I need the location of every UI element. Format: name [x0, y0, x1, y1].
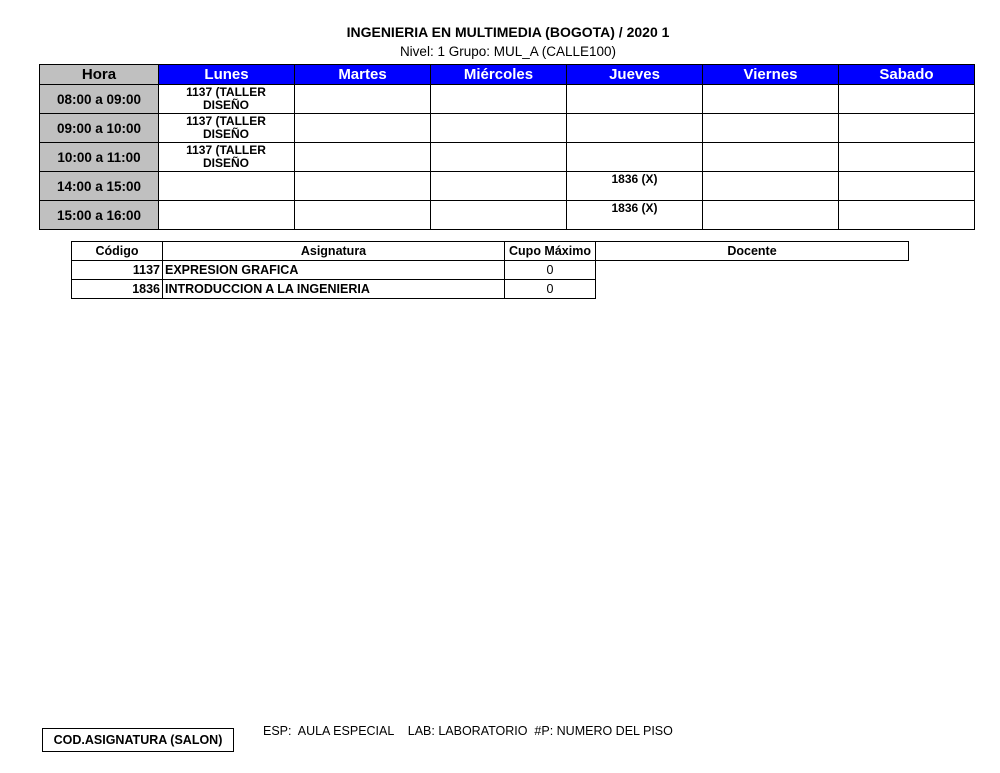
- schedule-cell: [295, 114, 431, 143]
- schedule-row: [40, 143, 975, 172]
- subject-row: [72, 280, 909, 299]
- schedule-cell: [567, 201, 703, 230]
- hour-cell: 08:00 a 09:00: [40, 85, 159, 114]
- day-header-miercoles: Miércoles: [431, 65, 567, 85]
- schedule-cell: [567, 85, 703, 114]
- schedule-cell: [567, 143, 703, 172]
- subject-cupo: 0: [505, 261, 596, 280]
- schedule-cell: [431, 172, 567, 201]
- schedule-cell: [295, 201, 431, 230]
- hour-column-header: Hora: [40, 65, 159, 85]
- subject-docente: [596, 280, 909, 299]
- subject-column-header: Asignatura: [163, 242, 505, 261]
- class-entry: 1137 (TALLER DISEÑO: [186, 85, 266, 112]
- subject-name: EXPRESION GRAFICA: [163, 261, 505, 280]
- schedule-cell: [159, 172, 295, 201]
- day-header-sabado: Sabado: [839, 65, 975, 85]
- schedule-cell: [431, 85, 567, 114]
- schedule-row: [40, 85, 975, 114]
- subject-row: [72, 261, 909, 280]
- subject-code: 1836: [72, 280, 163, 299]
- schedule-cell: [839, 143, 975, 172]
- hour-cell: 15:00 a 16:00: [40, 201, 159, 230]
- subject-code: 1137: [72, 261, 163, 280]
- schedule-row: [40, 201, 975, 230]
- page-title: INGENIERIA EN MULTIMEDIA (BOGOTA) / 2020 1: [346, 24, 670, 40]
- class-entry: 1836 (X): [611, 172, 658, 186]
- subject-docente: [596, 261, 909, 280]
- schedule-cell: [431, 114, 567, 143]
- schedule-cell: [839, 172, 975, 201]
- schedule-header-row: [40, 65, 975, 85]
- schedule-cell: [159, 85, 295, 114]
- schedule-cell: [295, 85, 431, 114]
- subjects-header-row: [72, 242, 909, 261]
- subject-name: INTRODUCCION A LA INGENIERIA: [163, 280, 505, 299]
- schedule-cell: [159, 201, 295, 230]
- legend-box: COD.ASIGNATURA (SALON): [42, 728, 234, 752]
- schedule-cell: [295, 172, 431, 201]
- schedule-cell: [295, 143, 431, 172]
- day-header-viernes: Viernes: [703, 65, 839, 85]
- subject-cupo: 0: [505, 280, 596, 299]
- page-subtitle: Nivel: 1 Grupo: MUL_A (CALLE100): [399, 44, 617, 59]
- schedule-cell: [703, 201, 839, 230]
- docente-column-header: Docente: [596, 242, 909, 261]
- day-header-jueves: Jueves: [567, 65, 703, 85]
- subjects-table: [71, 241, 909, 299]
- schedule-cell: [839, 85, 975, 114]
- day-header-lunes: Lunes: [159, 65, 295, 85]
- hour-cell: 09:00 a 10:00: [40, 114, 159, 143]
- schedule-row: [40, 114, 975, 143]
- schedule-cell: [567, 172, 703, 201]
- class-entry: 1137 (TALLER DISEÑO: [186, 143, 266, 170]
- schedule-cell: [431, 201, 567, 230]
- cupo-column-header: Cupo Máximo: [505, 242, 596, 261]
- hour-cell: 14:00 a 15:00: [40, 172, 159, 201]
- class-entry: 1836 (X): [611, 201, 658, 215]
- schedule-cell: [431, 143, 567, 172]
- schedule-row: [40, 172, 975, 201]
- day-header-martes: Martes: [295, 65, 431, 85]
- class-entry: 1137 (TALLER DISEÑO: [186, 114, 266, 141]
- schedule-cell: [703, 172, 839, 201]
- schedule-cell: [159, 143, 295, 172]
- schedule-cell: [703, 85, 839, 114]
- schedule-cell: [839, 114, 975, 143]
- schedule-cell: [567, 114, 703, 143]
- schedule-cell: [839, 201, 975, 230]
- hour-cell: 10:00 a 11:00: [40, 143, 159, 172]
- schedule-cell: [703, 114, 839, 143]
- schedule-cell: [159, 114, 295, 143]
- schedule-table: [39, 64, 975, 230]
- legend-text: ESP: AULA ESPECIAL LAB: LABORATORIO #P: NUMERO DEL PISO: [263, 724, 673, 738]
- schedule-cell: [703, 143, 839, 172]
- code-column-header: Código: [72, 242, 163, 261]
